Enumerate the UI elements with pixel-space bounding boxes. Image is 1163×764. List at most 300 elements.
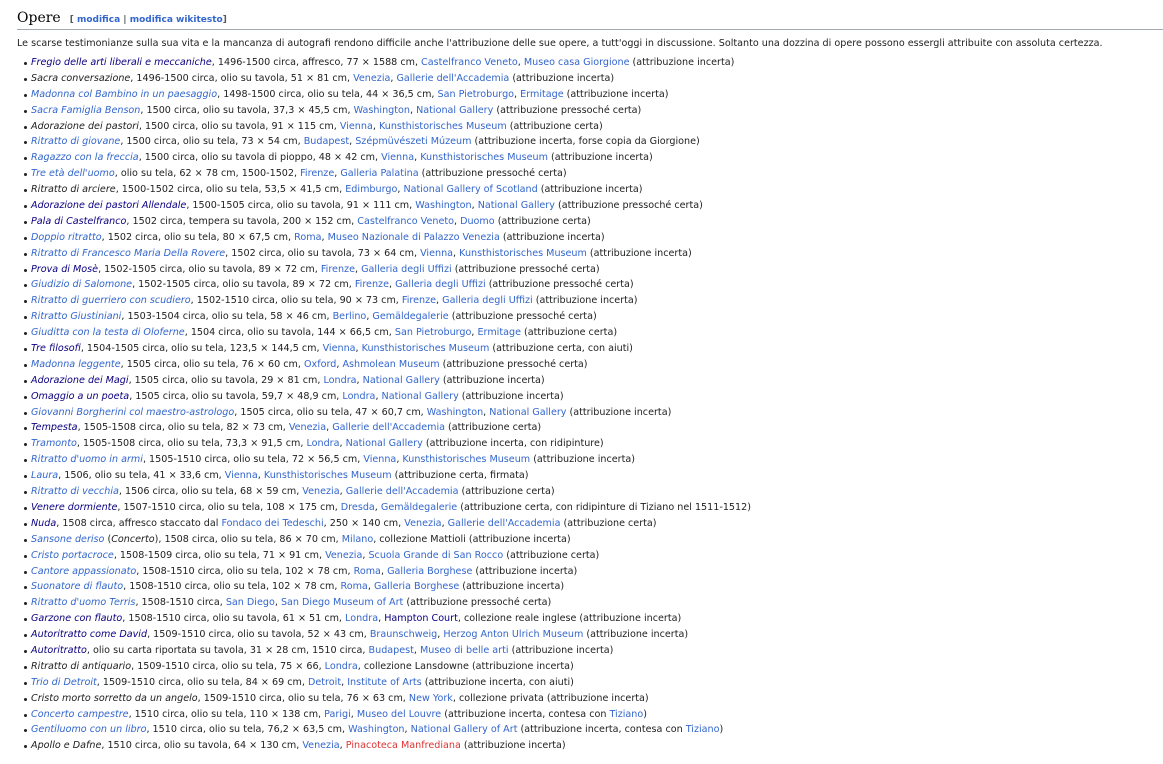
bullet-icon [24, 634, 27, 637]
bullet-icon [24, 141, 27, 144]
work-details: , [514, 88, 521, 100]
work-details: (attribuzione certa, con aiuti) [489, 343, 633, 355]
work-details: , [453, 215, 461, 227]
wiki-link[interactable]: Museo di belle arti [420, 644, 509, 656]
work-title-link[interactable]: Ritratto di guerriero con scudiero [31, 295, 191, 307]
wiki-link[interactable]: Londra [306, 438, 340, 450]
work-details: , collezione Mattioli (attribuzione incerta) [373, 533, 571, 545]
bullet-icon [24, 682, 27, 685]
bullet-icon [24, 173, 27, 176]
work-list-item [17, 691, 1163, 707]
work-details: , [388, 279, 396, 291]
work-details: , 1508-1510 circa, olio su tela, 102 × 78 cm, [136, 565, 354, 577]
wiki-link[interactable]: San Diego Museum of Art [280, 597, 404, 609]
work-details: , [414, 152, 421, 164]
work-title-link[interactable]: Giuditta con la testa di Oloferne [31, 327, 185, 339]
work-details: (attribuzione incerta) [537, 184, 643, 196]
work-title-link[interactable]: Cantore appassionato [31, 565, 137, 577]
wiki-link[interactable]: Vienna [224, 470, 258, 482]
work-list-item [17, 452, 1163, 468]
work-list-item [17, 532, 1163, 548]
wiki-link[interactable]: Roma [340, 581, 368, 593]
work-details: , [334, 168, 341, 180]
edit-separator: | [123, 15, 127, 25]
work-details: , 1505 circa, olio su tavola, 59,7 × 48,9 cm, [129, 390, 343, 402]
bullet-icon [24, 78, 27, 81]
wiki-link[interactable]: Venezia [325, 549, 363, 561]
wiki-link[interactable]: Firenze [320, 263, 355, 275]
work-list-item [17, 500, 1163, 516]
work-details: , 1506 circa, olio su tela, 68 × 59 cm, [118, 486, 303, 498]
work-title-link[interactable]: Ragazzo con la freccia [31, 152, 139, 164]
wiki-link[interactable]: Gallerie dell'Accademia [332, 422, 445, 434]
works-list [17, 55, 1163, 754]
wiki-link[interactable]: Tiziano [685, 724, 720, 736]
work-details: , 1506, olio su tela, 41 × 33,6 cm, [58, 470, 225, 482]
work-list-item [17, 134, 1163, 150]
work-details: , [483, 406, 490, 418]
wiki-link[interactable]: Hampton Court [384, 613, 458, 625]
work-title-link[interactable]: Autoritratto come David [31, 629, 148, 641]
work-title: Concerto [111, 533, 155, 545]
work-details: , olio su carta riportata su tavola, 31 × 28 cm, 1510 circa, [86, 644, 369, 656]
work-details: , 1508-1510 circa, [135, 597, 226, 609]
bullet-icon [24, 618, 27, 621]
work-details: ( [104, 533, 112, 545]
wiki-link[interactable]: Ashmolean Museum [342, 358, 440, 370]
wiki-link[interactable]: Institute of Arts [347, 676, 422, 688]
bullet-icon [24, 396, 27, 399]
work-details: (attribuzione certa) [503, 549, 600, 561]
bullet-icon [24, 348, 27, 351]
work-list-item [17, 198, 1163, 214]
wiki-link[interactable]: National Gallery of Art [410, 724, 518, 736]
wiki-link[interactable]: Firenze [354, 279, 389, 291]
work-details: ) [643, 708, 647, 720]
work-title-link[interactable]: Laura [31, 470, 59, 482]
wiki-link[interactable]: San Pietroburgo [394, 327, 472, 339]
work-list-item [17, 468, 1163, 484]
wiki-link[interactable]: Galleria degli Uffizi [361, 263, 452, 275]
wiki-link[interactable]: San Diego [225, 597, 275, 609]
work-details: (attribuzione certa) [458, 486, 555, 498]
wiki-link[interactable]: Museo casa Giorgione [523, 57, 630, 68]
wiki-link[interactable]: Ermitage [520, 88, 564, 100]
work-details: ), 1508 circa, olio su tela, 86 × 70 cm, [154, 533, 342, 545]
edit-link[interactable]: modifica [76, 15, 121, 25]
work-details: , 1509-1510 circa, olio su tavola, 52 × 43 cm, [147, 629, 370, 641]
bullet-icon [24, 666, 27, 669]
work-title-link[interactable]: Gentiluomo con un libro [31, 724, 147, 736]
work-details: , 1505 circa, olio su tela, 76 × 60 cm, [120, 358, 304, 370]
wiki-link[interactable]: Edimburgo [345, 184, 398, 196]
work-list-item [17, 373, 1163, 389]
wiki-link[interactable]: Londra [324, 660, 358, 672]
work-details: , 1502 circa, tempera su tavola, 200 × 152 cm, [126, 215, 358, 227]
work-list-item [17, 643, 1163, 659]
work-details: , [339, 486, 346, 498]
work-title-link[interactable]: Trio di Detroit [31, 676, 97, 688]
wiki-link[interactable]: Londra [345, 613, 379, 625]
work-list-item [17, 277, 1163, 293]
bullet-icon [24, 253, 27, 256]
work-details: (attribuzione incerta) [459, 581, 565, 593]
wiki-link[interactable]: National Gallery [477, 200, 555, 212]
wiki-link[interactable]: Gallerie dell'Accademia [396, 72, 510, 84]
work-details: , [356, 374, 363, 386]
work-list-item [17, 675, 1163, 691]
work-details: , 1496-1500 circa, olio su tavola, 51 × 81 cm, [130, 72, 354, 84]
wiki-link[interactable]: Venezia [288, 422, 327, 434]
wiki-link[interactable]: Vienna [381, 152, 415, 164]
work-details: , [471, 327, 478, 339]
work-details: (attribuzione incerta) [509, 72, 615, 84]
work-title-link[interactable]: Suonatore di flauto [31, 581, 124, 593]
wiki-link[interactable]: Ermitage [477, 327, 521, 339]
work-details: , [367, 581, 374, 593]
work-details: , [396, 454, 403, 466]
work-details: , [397, 184, 404, 196]
wiki-redlink[interactable]: Pinacoteca Manfrediana [345, 740, 461, 752]
work-title-link[interactable]: Tempesta [31, 422, 78, 434]
edit-bracket-open: [ [69, 15, 74, 25]
wiki-link[interactable]: National Gallery [416, 104, 494, 116]
wiki-link[interactable]: Londra [323, 374, 357, 386]
wiki-link[interactable]: Venezia [404, 517, 442, 529]
wiki-link[interactable]: Milano [341, 533, 374, 545]
work-title: Ritratto di antiquario [31, 660, 132, 672]
work-list-item [17, 722, 1163, 738]
wiki-link[interactable]: Budapest [303, 136, 350, 148]
wiki-link[interactable]: Scuola Grande di San Rocco [368, 549, 504, 561]
work-list-item [17, 150, 1163, 166]
wiki-link[interactable]: Galleria Borghese [387, 565, 473, 577]
work-details: , [437, 629, 444, 641]
work-details: (attribuzione incerta) [586, 247, 692, 259]
work-title-link[interactable]: Prova di Mosè [31, 263, 99, 275]
work-details: , 1500 circa, olio su tavola, 91 × 115 cm, [138, 120, 340, 132]
work-details: , 1509-1510 circa, olio su tela, 75 × 66, [131, 660, 325, 672]
work-title-link[interactable]: Ritratto d'uomo in armi [31, 454, 143, 466]
bullet-icon [24, 221, 27, 224]
work-list-item [17, 436, 1163, 452]
work-title-link[interactable]: Garzone con flauto [31, 613, 123, 625]
wiki-link[interactable]: Galleria Palatina [340, 168, 419, 180]
work-list-item [17, 341, 1163, 357]
work-details: , [336, 358, 343, 370]
wiki-link[interactable]: Gallerie dell'Accademia [447, 517, 561, 529]
work-details: , [339, 740, 346, 752]
wiki-link[interactable]: Venezia [302, 486, 340, 498]
work-title-link[interactable]: Madonna leggente [31, 358, 121, 370]
wiki-link[interactable]: Dresda [340, 501, 375, 513]
work-details: (attribuzione certa) [506, 120, 603, 132]
work-details: (attribuzione incerta) [629, 57, 735, 68]
work-details: , [274, 597, 281, 609]
wiki-link[interactable]: Vienna [339, 120, 373, 132]
work-details: , [380, 565, 388, 577]
work-details: , [372, 120, 379, 132]
work-details: , 1507-1510 circa, olio su tela, 108 × 175 cm, [117, 501, 341, 513]
work-list-item [17, 357, 1163, 373]
bullet-icon [24, 110, 27, 113]
work-list-item [17, 611, 1163, 627]
bullet-icon [24, 157, 27, 160]
work-list-item [17, 627, 1163, 643]
work-title: Ritratto di arciere [31, 184, 116, 196]
work-details: , 1509-1510 circa, olio su tela, 76 × 63 cm, [197, 692, 409, 704]
wiki-link[interactable]: Kunsthistorisches Museum [402, 454, 531, 466]
wiki-link[interactable]: Tiziano [609, 708, 644, 720]
section-heading [17, 0, 1163, 30]
wiki-link[interactable]: New York [408, 692, 453, 704]
work-title-link[interactable]: Giudizio di Salomone [31, 279, 133, 291]
wiki-link[interactable]: Berlino [332, 311, 367, 323]
wiki-link[interactable]: Budapest [368, 644, 414, 656]
wiki-link[interactable]: Herzog Anton Ulrich Museum [443, 629, 584, 641]
bullet-icon [24, 126, 27, 129]
work-details: , 1503-1504 circa, olio su tela, 58 × 46 cm, [121, 311, 333, 323]
work-title: Cristo morto sorretto da un angelo [31, 692, 198, 704]
work-title-link[interactable]: Tramonto [31, 438, 77, 450]
wiki-link[interactable]: Venezia [302, 740, 340, 752]
bullet-icon [24, 459, 27, 462]
wiki-link[interactable]: Kunsthistorisches Museum [263, 470, 392, 482]
work-details: , 1505-1508 circa, olio su tela, 73,3 × 91,5 cm, [76, 438, 307, 450]
wiki-link[interactable]: Vienna [420, 247, 454, 259]
wiki-link[interactable]: Vienna [322, 343, 356, 355]
wiki-link[interactable]: Galleria Borghese [373, 581, 460, 593]
bullet-icon [24, 555, 27, 558]
wiki-link[interactable]: Firenze [401, 295, 437, 307]
bullet-icon [24, 427, 27, 430]
wiki-link[interactable]: National Gallery [381, 390, 459, 402]
work-details: (attribuzione pressoché certa) [403, 597, 552, 609]
work-details: (attribuzione incerta) [439, 374, 545, 386]
bullet-icon [24, 237, 27, 240]
section-title: Opere [17, 10, 61, 26]
wiki-link[interactable]: Szépmüvészeti Múzeum [355, 136, 472, 148]
work-details: (attribuzione incerta) [472, 565, 578, 577]
work-details: , 1500 circa, olio su tavola, 37,3 × 45,5 cm, [140, 104, 354, 116]
work-details: , 1504-1505 circa, olio su tela, 123,5 × 144,5 cm, [80, 343, 323, 355]
work-title-link[interactable]: Nuda [31, 517, 57, 529]
bullet-icon [24, 650, 27, 653]
work-title-link[interactable]: Madonna col Bambino in un paesaggio [31, 88, 218, 100]
work-title-link[interactable]: Adorazione dei pastori Allendale [31, 200, 187, 212]
work-list-item [17, 405, 1163, 421]
work-title-link[interactable]: Cristo portacroce [31, 549, 114, 561]
work-details: , 1510 circa, olio su tela, 110 × 138 cm, [128, 708, 325, 720]
work-details: (attribuzione pressoché certa) [451, 263, 600, 275]
work-details: , 1509-1510 circa, olio su tela, 84 × 69 cm, [96, 676, 308, 688]
bullet-icon [24, 62, 27, 65]
wiki-link[interactable]: National Gallery [362, 374, 440, 386]
wiki-link[interactable]: Washington [415, 200, 472, 212]
wiki-link[interactable]: Londra [342, 390, 376, 402]
work-details: , 1508-1510 circa, olio su tavola, 61 × 51 cm, [122, 613, 346, 625]
wiki-link[interactable]: Braunschweig [369, 629, 438, 641]
wiki-link[interactable]: Castelfranco Veneto [357, 215, 454, 227]
work-details: , collezione privata (attribuzione incerta) [452, 692, 649, 704]
wiki-link[interactable]: Washington [426, 406, 484, 418]
wiki-link[interactable]: San Pietroburgo [437, 88, 515, 100]
work-details: , 1508-1510 circa, olio su tela, 102 × 78 cm, [123, 581, 341, 593]
work-details: , 1510 circa, olio su tela, 76,2 × 63,5 cm, [146, 724, 349, 736]
work-details: , 1505-1510 circa, olio su tela, 72 × 56,5 cm, [142, 454, 364, 466]
edit-wikitext-link[interactable]: modifica wikitesto [129, 15, 223, 25]
wiki-link[interactable]: Galleria degli Uffizi [395, 279, 486, 291]
work-details: , [517, 57, 524, 68]
bullet-icon [24, 269, 27, 272]
work-title-link[interactable]: Concerto campestre [31, 708, 129, 720]
work-details: (attribuzione incerta) [547, 152, 653, 164]
work-list-item [17, 707, 1163, 723]
bullet-icon [24, 714, 27, 717]
work-details: (attribuzione incerta) [499, 231, 605, 243]
wiki-link[interactable]: National Gallery [345, 438, 423, 450]
wiki-link[interactable]: Gallerie dell'Accademia [345, 486, 459, 498]
work-title-link[interactable]: Sacra Famiglia Benson [31, 104, 141, 116]
wiki-link[interactable]: Detroit [308, 676, 342, 688]
work-details: , [441, 517, 448, 529]
bullet-icon [24, 745, 27, 748]
bullet-icon [24, 586, 27, 589]
work-details: , 1510 circa, olio su tavola, 64 × 130 cm, [101, 740, 303, 752]
work-details: (attribuzione certa) [494, 215, 591, 227]
wiki-link[interactable]: National Gallery of Scotland [403, 184, 538, 196]
bullet-icon [24, 602, 27, 605]
work-details: , [355, 343, 362, 355]
edit-bracket-close: ] [222, 15, 227, 25]
wiki-link[interactable]: Duomo [460, 215, 495, 227]
work-title-link[interactable]: Adorazione dei Magi [31, 374, 129, 386]
work-details: , [409, 104, 417, 116]
work-details: , [436, 295, 443, 307]
bullet-icon [24, 729, 27, 732]
work-title-link[interactable]: Ritratto Giustiniani [31, 311, 122, 323]
work-title-link[interactable]: Omaggio a un poeta [31, 390, 130, 402]
work-details: (attribuzione incerta, con ridipinture) [422, 438, 604, 450]
wiki-link[interactable]: Venezia [353, 72, 391, 84]
work-details: , [453, 247, 460, 259]
work-details: , 250 × 140 cm, [323, 517, 405, 529]
bullet-icon [24, 205, 27, 208]
work-details: (attribuzione pressoché certa) [439, 358, 588, 370]
work-list-item [17, 55, 1163, 71]
work-title-link[interactable]: Tre filosofi [31, 343, 81, 355]
work-list-item [17, 119, 1163, 135]
work-list-item [17, 71, 1163, 87]
work-title-link[interactable]: Doppio ritratto [31, 231, 102, 243]
work-details: , 1504 circa, olio su tavola, 144 × 66,5 cm, [184, 327, 395, 339]
wiki-link[interactable]: Vienna [363, 454, 397, 466]
work-title-link[interactable]: Giovanni Borgherini col maestro-astrologo [31, 406, 235, 418]
wiki-link[interactable]: Gemäldegalerie [372, 311, 449, 323]
wiki-link[interactable]: Castelfranco Veneto [421, 57, 518, 68]
work-list-item [17, 516, 1163, 532]
work-details: , [321, 231, 328, 243]
work-details: , [349, 136, 356, 148]
work-details: , 1508-1509 circa, olio su tela, 71 × 91 cm, [113, 549, 326, 561]
work-details: , 1502 circa, olio su tela, 80 × 67,5 cm, [101, 231, 295, 243]
work-details: , [366, 311, 373, 323]
work-details: , olio su tela, 62 × 78 cm, 1500-1502, [114, 168, 301, 180]
bullet-icon [24, 380, 27, 383]
work-details: ) [719, 724, 724, 736]
wiki-link[interactable]: Galleria degli Uffizi [442, 295, 533, 307]
wiki-link[interactable]: Washington [348, 724, 405, 736]
work-details: , [257, 470, 264, 482]
wiki-link[interactable]: Oxford [303, 358, 337, 370]
work-title-link[interactable]: Ritratto di vecchia [31, 486, 119, 498]
wiki-link[interactable]: Washington [353, 104, 410, 116]
work-title: Sacra conversazione [31, 72, 131, 84]
work-details: , 1500-1505 circa, olio su tavola, 91 × 111 cm, [186, 200, 416, 212]
wiki-link[interactable]: Roma [353, 565, 381, 577]
work-details: , 1500-1502 circa, olio su tela, 53,5 × 41,5 cm, [115, 184, 346, 196]
work-title-link[interactable]: Venere dormiente [31, 501, 118, 513]
bullet-icon [24, 332, 27, 335]
work-list-item [17, 262, 1163, 278]
work-details: (attribuzione certa) [560, 517, 657, 529]
work-list-item [17, 484, 1163, 500]
wiki-link[interactable]: Museo del Louvre [356, 708, 442, 720]
bullet-icon [24, 539, 27, 542]
work-details: (attribuzione incerta) [563, 88, 669, 100]
bullet-icon [24, 443, 27, 446]
wiki-link[interactable]: Kunsthistorisches Museum [459, 247, 587, 259]
work-details: , [326, 422, 333, 434]
wiki-link[interactable]: Parigi [324, 708, 351, 720]
work-details: (attribuzione pressoché certa) [493, 104, 642, 116]
work-list-item [17, 166, 1163, 182]
wiki-link[interactable]: Kunsthistorisches Museum [420, 152, 548, 164]
work-details: , 1508 circa, affresco staccato dal [56, 517, 222, 529]
wiki-link[interactable]: Firenze [300, 168, 335, 180]
wiki-link[interactable]: Gemäldegalerie [380, 501, 458, 513]
work-title-link[interactable]: Autoritratto [31, 644, 87, 656]
work-details: , [354, 263, 362, 275]
bullet-icon [24, 523, 27, 526]
wiki-link[interactable]: Kunsthistorisches Museum [361, 343, 490, 355]
work-details: , [374, 501, 381, 513]
work-list-item [17, 87, 1163, 103]
wiki-link[interactable]: Kunsthistorisches Museum [378, 120, 507, 132]
bullet-icon [24, 571, 27, 574]
work-details: (attribuzione pressoché certa) [485, 279, 634, 291]
work-details: , 1505 circa, olio su tela, 47 × 60,7 cm, [234, 406, 427, 418]
wiki-link[interactable]: Museo Nazionale di Palazzo Venezia [327, 231, 500, 243]
work-title-link[interactable]: Tre età dell'uomo [31, 168, 115, 180]
work-list-item [17, 389, 1163, 405]
work-details: (attribuzione pressoché certa) [448, 311, 597, 323]
wiki-link[interactable]: National Gallery [489, 406, 567, 418]
work-title-link[interactable]: Ritratto di Francesco Maria Della Rovere [31, 247, 226, 259]
wiki-link[interactable]: Fondaco dei Tedeschi [221, 517, 324, 529]
work-title-link[interactable]: Pala di Castelfranco [31, 215, 127, 227]
wiki-link[interactable]: Roma [294, 231, 322, 243]
work-title-link[interactable]: Ritratto di giovane [31, 136, 121, 148]
bullet-icon [24, 412, 27, 415]
work-details: (attribuzione incerta) [508, 644, 614, 656]
work-details: , [362, 549, 369, 561]
work-title-link[interactable]: Fregio delle arti liberali e meccaniche [31, 57, 212, 68]
work-details: , [378, 613, 385, 625]
work-list-item [17, 103, 1163, 119]
work-title-link[interactable]: Sansone deriso [31, 533, 105, 545]
work-title-link[interactable]: Ritratto d'uomo Terris [31, 597, 136, 609]
